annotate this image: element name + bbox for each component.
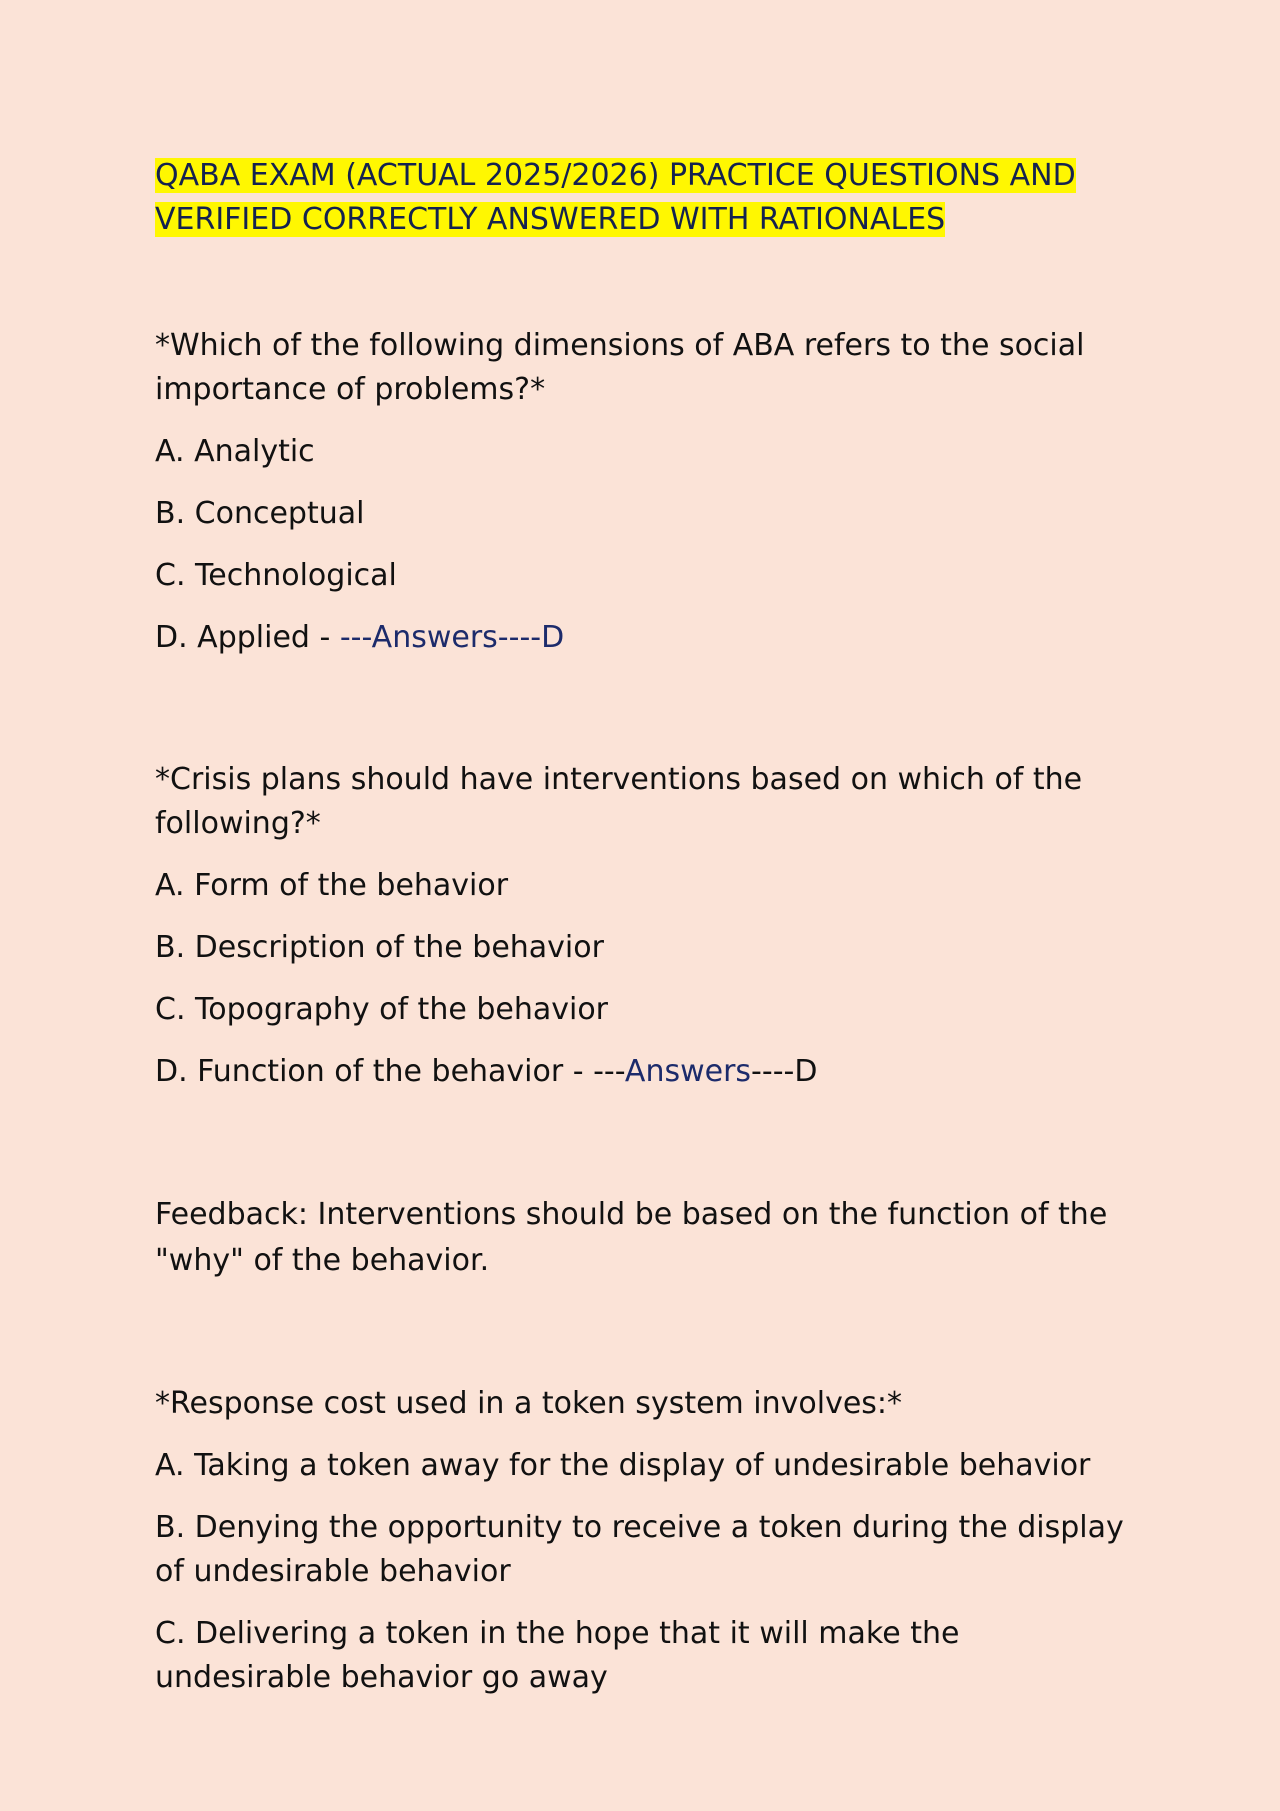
question-2-option-d — [155, 1050, 1140, 1094]
question-3-stem: *Response cost used in a token system involves:* — [155, 1386, 903, 1421]
question-2-answer: Answers — [624, 1054, 752, 1089]
question-1-option-d-text: D. Applied - — [155, 620, 340, 655]
question-2-answer-suffix: ----D — [751, 1054, 818, 1089]
document-title — [155, 154, 1140, 242]
title-line-1: QABA EXAM (ACTUAL 2025/2026) PRACTICE QUESTIONS AND — [155, 158, 1076, 193]
question-1-stem: *Which of the following dimensions of ABA refers to the social importance of problems?* — [155, 328, 1085, 407]
question-2-stem: *Crisis plans should have interventions based on which of the following?* — [155, 762, 1083, 841]
question-1-option-c: C. Technological — [155, 558, 397, 593]
question-2-option-b: B. Description of the behavior — [155, 930, 604, 965]
title-line-2: VERIFIED CORRECTLY ANSWERED WITH RATIONALES — [155, 202, 946, 237]
question-1-option-a: A. Analytic — [155, 434, 315, 469]
question-1-option-b: B. Conceptual — [155, 496, 365, 531]
question-3 — [155, 1382, 1140, 1700]
question-2-option-a: A. Form of the behavior — [155, 868, 509, 903]
question-3-option-c: C. Delivering a token in the hope that it will make the undesirable behavior go away — [155, 1616, 960, 1695]
question-1-option-d — [155, 616, 1140, 660]
question-2-feedback: Feedback: Interventions should be based on the function of the "why" of the behavior. — [155, 1197, 1108, 1278]
question-3-option-a: A. Taking a token away for the display of undesirable behavior — [155, 1448, 1091, 1483]
question-1-answer: ---Answers----D — [339, 620, 565, 655]
question-2 — [155, 758, 1140, 1094]
question-3-option-b: B. Denying the opportunity to receive a token during the display of undesirable behavior — [155, 1510, 1124, 1589]
question-1 — [155, 324, 1140, 660]
question-2-option-d-text: D. Function of the behavior - --- — [155, 1054, 625, 1089]
question-2-option-c: C. Topography of the behavior — [155, 992, 609, 1027]
